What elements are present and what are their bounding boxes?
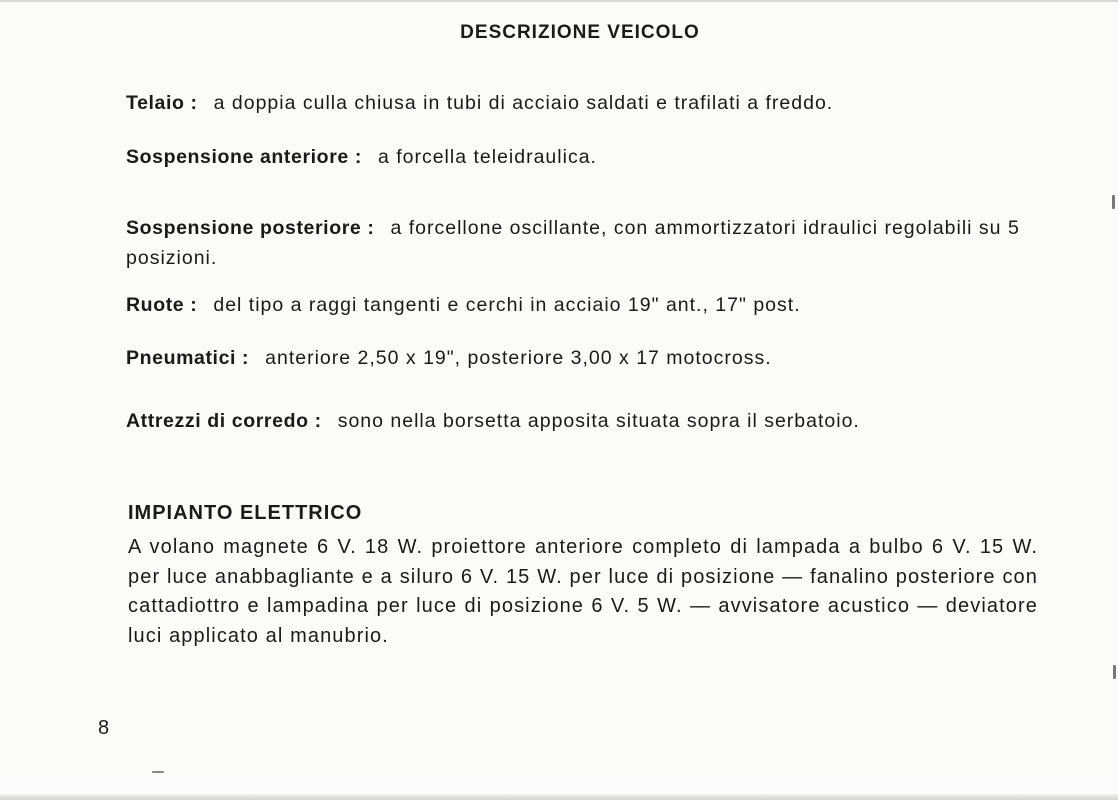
scan-mark [1112, 195, 1115, 209]
page-bottom-edge [0, 794, 1118, 800]
spec-attrezzi-di-corredo [126, 406, 1026, 436]
section-paragraph-impianto-elettrico: A volano magnete 6 V. 18 W. proiettore anteriore completo di lampada a bulbo 6 V. 15 W. per luce anabbagliante e a siluro 6 V. 15 W. per luce di posizione — fanalino posteriore con cattadiottro e lampadina per luce di posizione 6 V. 5 W. — avvisatore acustico — deviatore luci applicato al manubrio. [128, 536, 1038, 647]
spec-value: a forcellone oscillante, con ammortizzatori idraulici regolabili su 5 posizioni. [126, 217, 1020, 269]
spec-pneumatici [126, 343, 1026, 373]
page-number: 8 [98, 717, 110, 739]
spec-label: Telaio : [126, 92, 198, 114]
spec-value: del tipo a raggi tangenti e cerchi in acciaio 19" ant., 17" post. [213, 294, 801, 316]
spec-value: anteriore 2,50 x 19", posteriore 3,00 x 17 motocross. [265, 347, 772, 369]
spec-ruote [126, 290, 1026, 320]
spec-value: a doppia culla chiusa in tubi di acciaio saldati e trafilati a freddo. [213, 92, 834, 114]
spec-value: a forcella teleidraulica. [377, 146, 597, 168]
spec-label: Ruote : [126, 294, 198, 316]
page-title: DESCRIZIONE VEICOLO [460, 22, 700, 43]
section-heading-impianto-elettrico: IMPIANTO ELETTRICO [128, 502, 363, 524]
scan-mark [1113, 665, 1116, 679]
spec-label: Pneumatici : [126, 347, 250, 369]
spec-telaio [126, 88, 1026, 118]
spec-label: Sospensione posteriore : [126, 217, 375, 239]
spec-label: Attrezzi di corredo : [126, 410, 322, 432]
scan-mark [152, 771, 164, 773]
spec-sospensione-posteriore [126, 213, 1026, 273]
spec-label: Sospensione anteriore : [126, 146, 362, 168]
page-top-edge [0, 0, 1118, 2]
spec-value: sono nella borsetta apposita situata sopra il serbatoio. [337, 410, 860, 432]
spec-sospensione-anteriore [126, 142, 1026, 172]
